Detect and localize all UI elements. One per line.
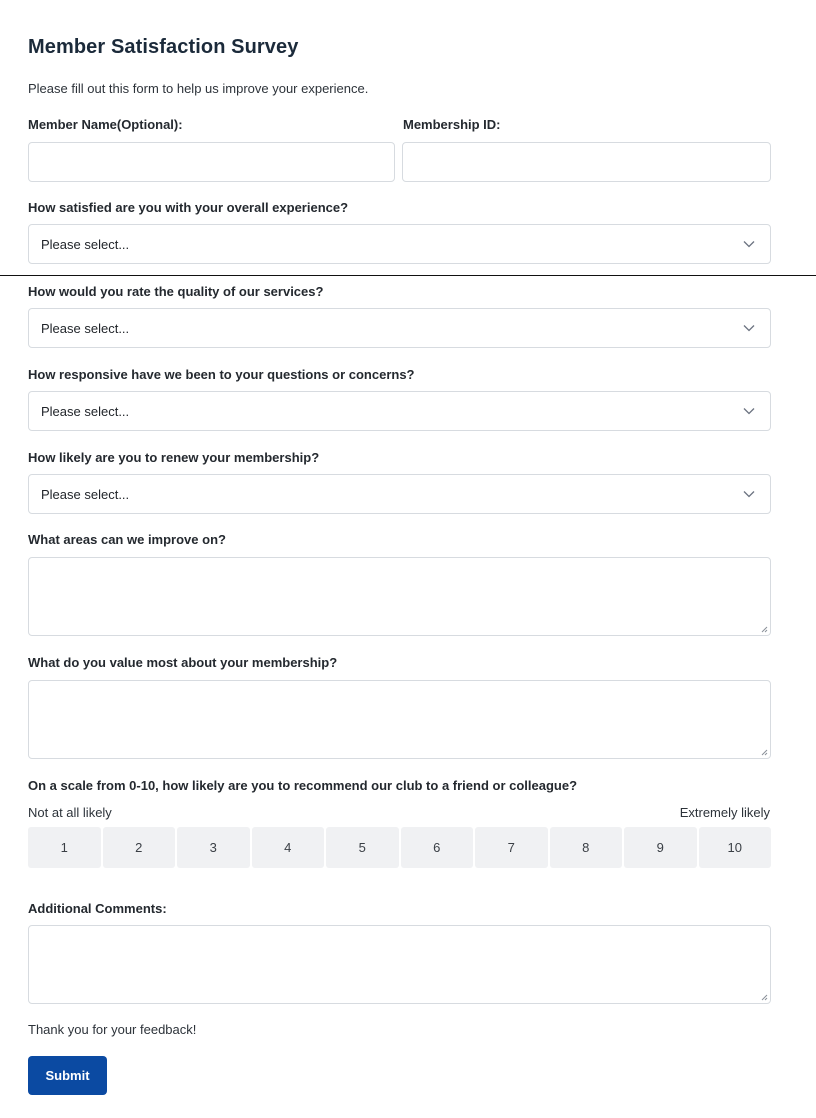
nps-option-3[interactable]: 3 — [177, 827, 250, 868]
quality-select[interactable] — [28, 308, 771, 348]
page-title: Member Satisfaction Survey — [28, 36, 299, 58]
nps-option-2[interactable]: 2 — [103, 827, 176, 868]
nps-option-1[interactable]: 1 — [28, 827, 101, 868]
responsive-question-label: How responsive have we been to your questions or concerns? — [28, 367, 415, 382]
overall-question-label: How satisfied are you with your overall experience? — [28, 200, 349, 215]
divider-line — [0, 275, 816, 276]
improve-textarea[interactable] — [28, 557, 771, 636]
thank-you-text: Thank you for your feedback! — [28, 1022, 197, 1037]
nps-scale — [28, 827, 771, 868]
submit-button[interactable]: Submit — [28, 1056, 107, 1095]
nps-option-7[interactable]: 7 — [475, 827, 548, 868]
nps-option-10[interactable]: 10 — [699, 827, 772, 868]
value-question-label: What do you value most about your membership? — [28, 655, 338, 670]
overall-select[interactable] — [28, 224, 771, 264]
nps-question-label: On a scale from 0-10, how likely are you to recommend our club to a friend or colleague? — [28, 778, 578, 793]
intro-text: Please fill out this form to help us improve your experience. — [28, 81, 369, 96]
nps-high-label: Extremely likely — [679, 805, 770, 820]
overall-select-value: Please select... — [41, 236, 130, 252]
responsive-select[interactable] — [28, 391, 771, 431]
member-name-label: Member Name(Optional): — [28, 117, 183, 132]
renew-select[interactable] — [28, 474, 771, 514]
comments-label: Additional Comments: — [28, 901, 167, 916]
renew-select-value: Please select... — [41, 486, 130, 502]
improve-question-label: What areas can we improve on? — [28, 532, 226, 547]
chevron-down-icon — [742, 321, 756, 335]
value-most-textarea[interactable] — [28, 680, 771, 759]
chevron-down-icon — [742, 237, 756, 251]
resize-grip-icon[interactable] — [760, 993, 768, 1001]
membership-id-field[interactable] — [402, 142, 771, 182]
nps-option-8[interactable]: 8 — [550, 827, 623, 868]
chevron-down-icon — [742, 487, 756, 501]
responsive-select-value: Please select... — [41, 403, 130, 419]
nps-option-5[interactable]: 5 — [326, 827, 399, 868]
member-name-field[interactable] — [28, 142, 395, 182]
membership-id-label: Membership ID: — [403, 117, 501, 132]
resize-grip-icon[interactable] — [760, 748, 768, 756]
nps-option-6[interactable]: 6 — [401, 827, 474, 868]
quality-question-label: How would you rate the quality of our services? — [28, 284, 324, 299]
nps-option-4[interactable]: 4 — [252, 827, 325, 868]
chevron-down-icon — [742, 404, 756, 418]
quality-select-value: Please select... — [41, 320, 130, 336]
resize-grip-icon[interactable] — [760, 625, 768, 633]
nps-low-label: Not at all likely — [28, 805, 112, 820]
renew-question-label: How likely are you to renew your membership? — [28, 450, 320, 465]
nps-option-9[interactable]: 9 — [624, 827, 697, 868]
comments-textarea[interactable] — [28, 925, 771, 1004]
